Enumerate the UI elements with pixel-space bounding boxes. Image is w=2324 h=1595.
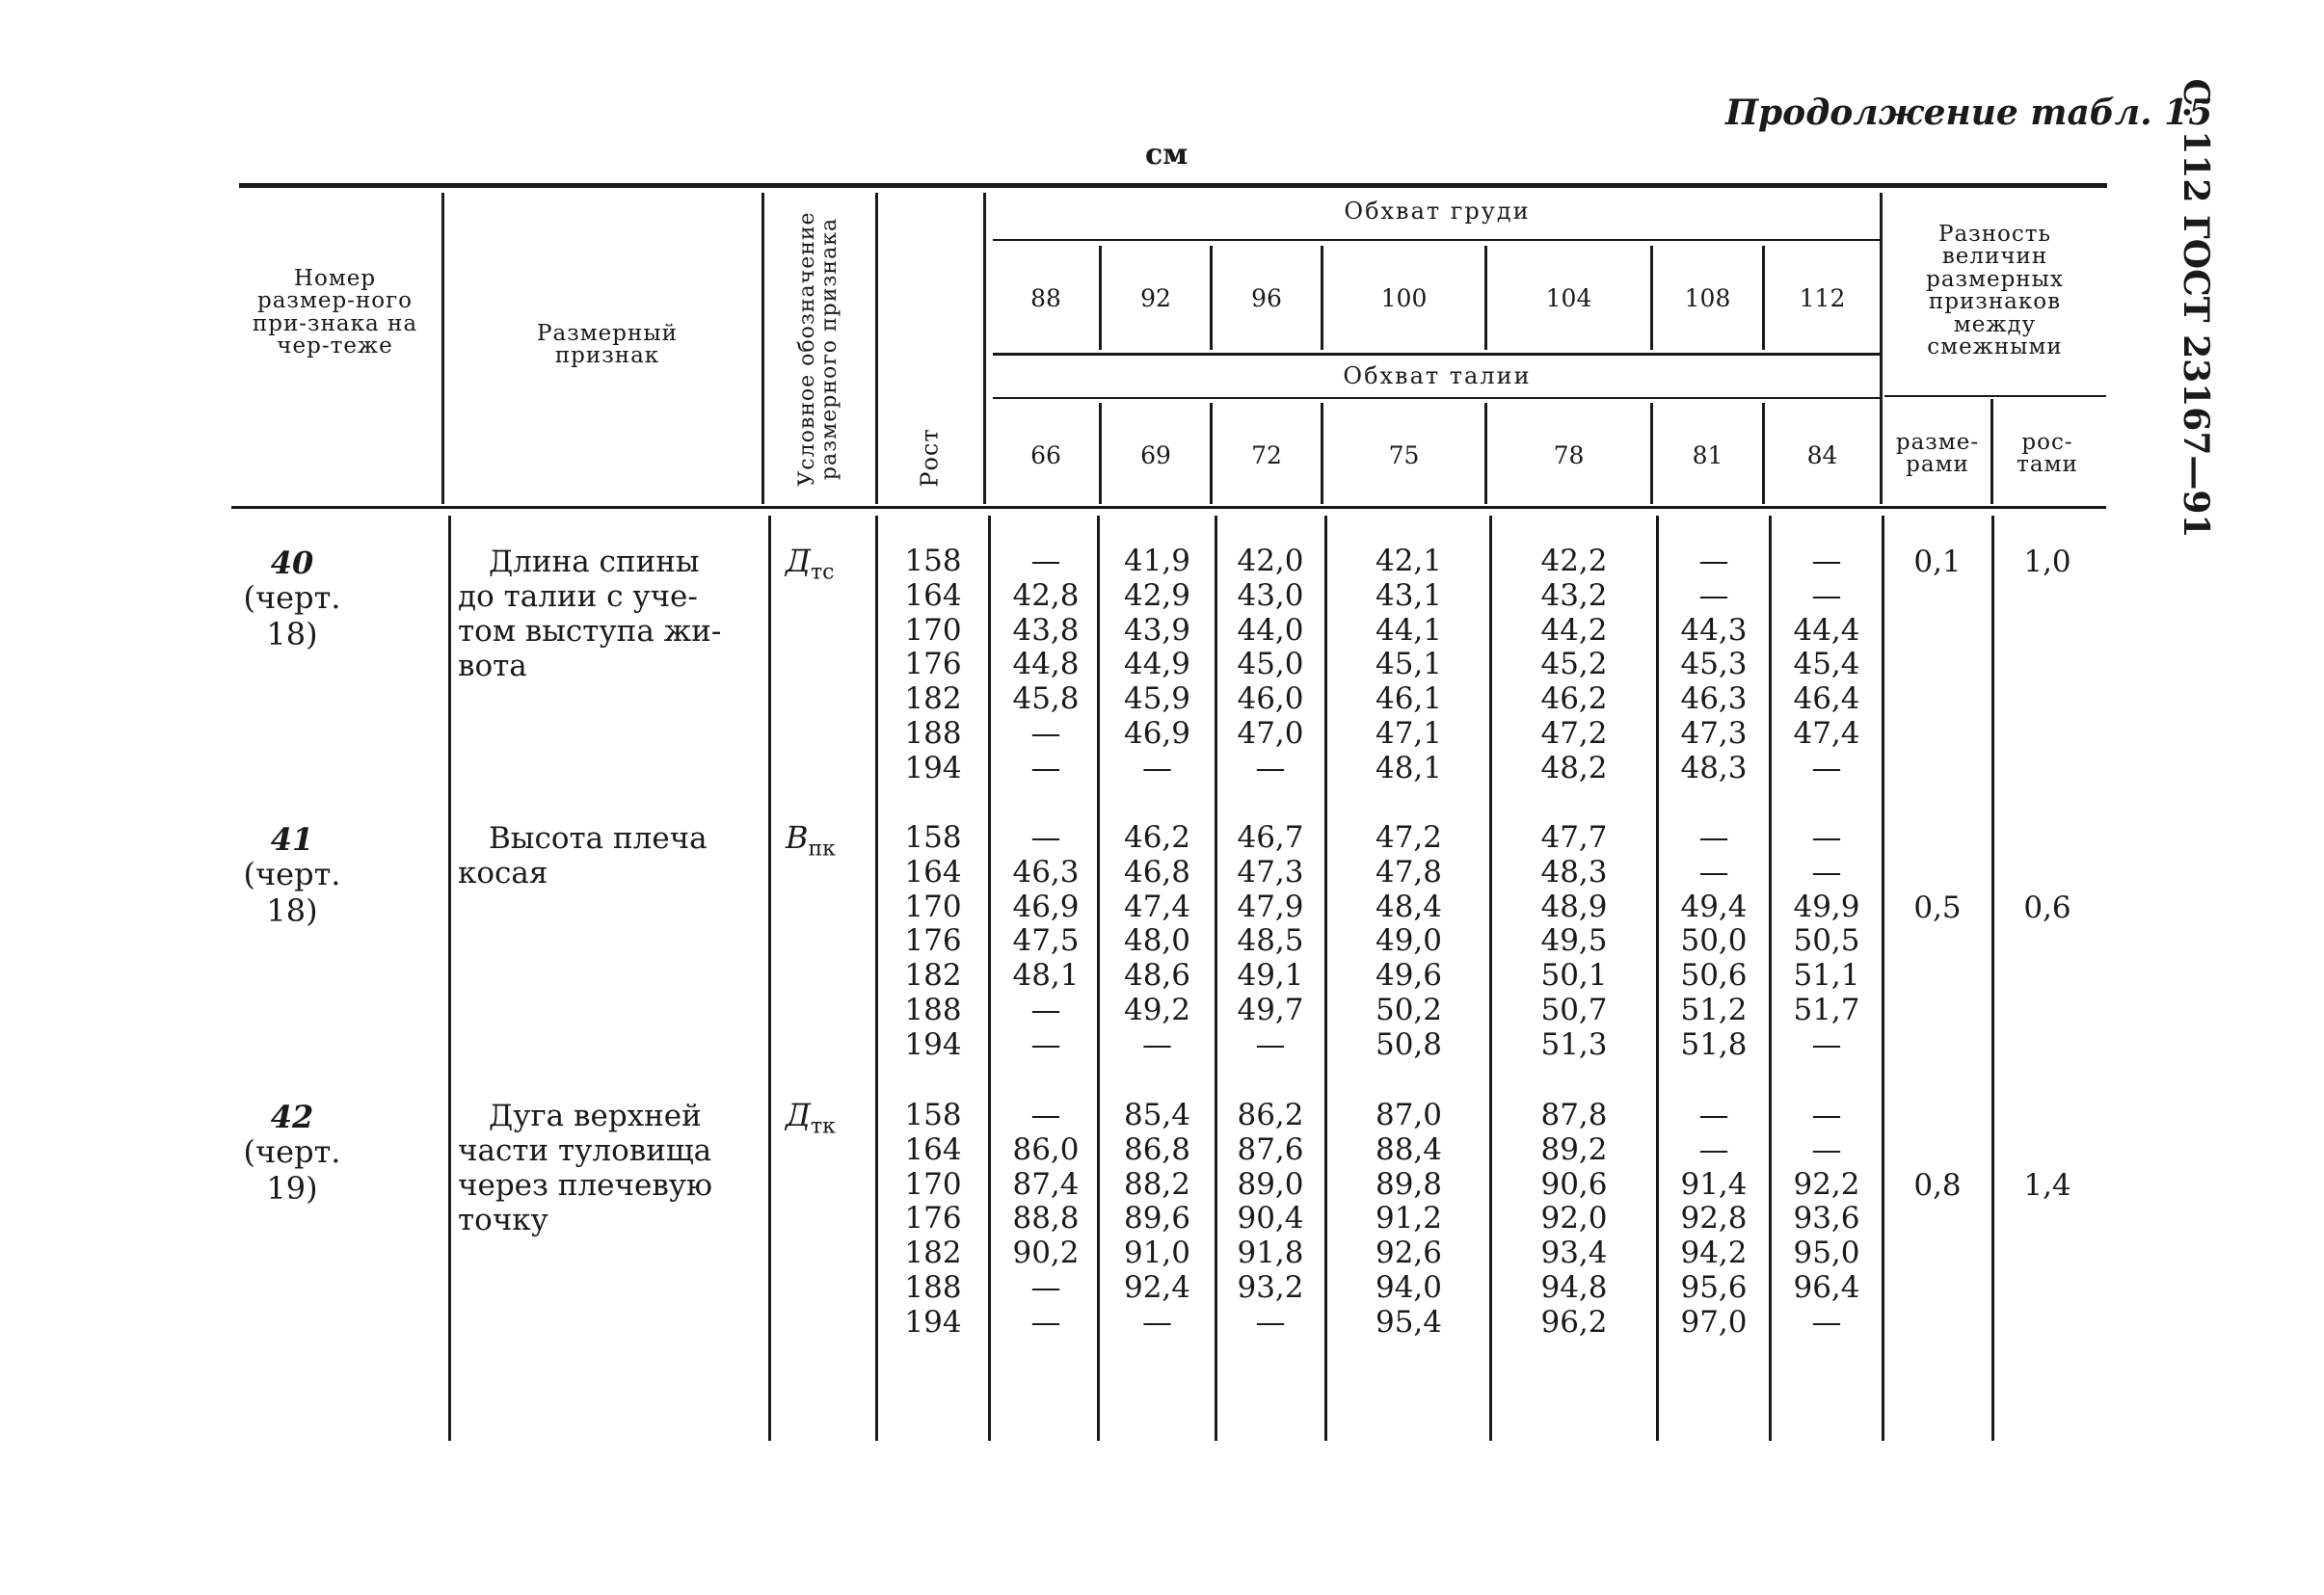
height-cell: 176 bbox=[904, 923, 962, 959]
height-cell: 176 bbox=[904, 647, 962, 682]
value-cell: — bbox=[1142, 1026, 1172, 1062]
chest-value: 88 bbox=[1030, 284, 1061, 312]
feature-name-line: части туловища bbox=[458, 1133, 712, 1168]
value-cell: 48,1 bbox=[1012, 958, 1080, 994]
value-cell: 46,8 bbox=[1123, 854, 1191, 890]
value-cell: 49,6 bbox=[1375, 958, 1443, 994]
value-cell: 50,0 bbox=[1680, 923, 1748, 959]
diff-sizes-value: 0,5 bbox=[1913, 890, 1962, 925]
header-vrule bbox=[875, 193, 878, 504]
value-cell: 49,7 bbox=[1237, 992, 1304, 1027]
feature-name-line: точку bbox=[458, 1203, 548, 1237]
value-cell: 42,9 bbox=[1123, 577, 1191, 613]
body-vrule bbox=[1991, 516, 1994, 1441]
value-cell: 88,2 bbox=[1123, 1166, 1191, 1202]
value-cell: — bbox=[1030, 1098, 1061, 1132]
value-cell: 44,2 bbox=[1540, 612, 1608, 648]
feature-symbol-sub: пк bbox=[808, 837, 836, 862]
value-cell: — bbox=[1811, 1304, 1842, 1340]
value-cell: 86,8 bbox=[1123, 1131, 1191, 1167]
value-cell: 50,5 bbox=[1793, 923, 1860, 959]
value-cell: — bbox=[1698, 577, 1729, 613]
value-cell: 48,3 bbox=[1680, 750, 1748, 785]
value-cell: — bbox=[1811, 1026, 1842, 1062]
height-cell: 194 bbox=[904, 1026, 962, 1062]
value-cell: 45,2 bbox=[1540, 647, 1608, 682]
value-cell: 46,1 bbox=[1375, 681, 1443, 717]
value-cell: 92,0 bbox=[1540, 1201, 1608, 1236]
value-cell: 92,4 bbox=[1123, 1269, 1191, 1305]
value-cell: — bbox=[1698, 820, 1729, 855]
height-cell: 170 bbox=[904, 1166, 962, 1202]
feature-name-line: вота bbox=[458, 649, 527, 683]
value-cell: 48,5 bbox=[1237, 923, 1304, 959]
value-cell: 47,1 bbox=[1375, 715, 1443, 751]
value-column bbox=[1328, 821, 1489, 1063]
height-cell: 182 bbox=[904, 958, 962, 994]
value-cell: 41,9 bbox=[1123, 544, 1191, 578]
body-vrule bbox=[875, 516, 878, 1441]
value-cell: 50,6 bbox=[1680, 958, 1748, 994]
value-column bbox=[993, 545, 1099, 786]
value-column bbox=[1492, 821, 1656, 1063]
value-cell: 48,6 bbox=[1123, 958, 1191, 994]
value-cell: 90,4 bbox=[1237, 1201, 1304, 1236]
value-cell: 47,3 bbox=[1237, 854, 1304, 890]
value-cell: — bbox=[1030, 1269, 1061, 1305]
value-cell: 48,9 bbox=[1540, 889, 1608, 924]
value-column bbox=[1659, 821, 1769, 1063]
value-cell: 95,0 bbox=[1793, 1236, 1860, 1271]
value-cell: 51,8 bbox=[1680, 1026, 1748, 1062]
value-cell: 94,0 bbox=[1375, 1269, 1443, 1305]
header-diff-title: Разность величин размерных признаков между смежными bbox=[1926, 222, 2064, 360]
value-column bbox=[1772, 821, 1882, 1063]
header-waist-title: Обхват талии bbox=[1343, 362, 1532, 389]
side-page-label bbox=[2159, 78, 2232, 539]
value-column bbox=[1328, 1099, 1489, 1341]
value-cell: 47,4 bbox=[1123, 889, 1191, 924]
value-cell: 50,7 bbox=[1540, 992, 1608, 1027]
value-cell: 50,8 bbox=[1375, 1026, 1443, 1062]
value-cell: 48,0 bbox=[1123, 923, 1191, 959]
chest-rule bbox=[993, 239, 1882, 241]
value-cell: 93,2 bbox=[1237, 1269, 1304, 1305]
value-cell: 46,2 bbox=[1123, 820, 1191, 855]
value-cell: 86,2 bbox=[1237, 1098, 1304, 1132]
value-cell: 45,8 bbox=[1012, 681, 1080, 717]
value-cell: 49,5 bbox=[1540, 923, 1608, 959]
value-cell: 87,8 bbox=[1540, 1098, 1608, 1132]
value-cell: — bbox=[1698, 854, 1729, 890]
header-vrule bbox=[441, 193, 444, 504]
height-cell: 188 bbox=[904, 992, 962, 1027]
unit-label: см bbox=[1145, 138, 1189, 172]
value-cell: 44,0 bbox=[1237, 612, 1304, 648]
feature-name-line: Длина спины bbox=[489, 545, 700, 579]
feature-symbol: $Д_{тс}$ bbox=[786, 543, 835, 585]
feature-number: 42 bbox=[270, 1099, 314, 1135]
body-vrule bbox=[1882, 516, 1884, 1441]
value-cell: 96,2 bbox=[1540, 1304, 1608, 1340]
value-column bbox=[1772, 1099, 1882, 1341]
value-cell: 89,6 bbox=[1123, 1201, 1191, 1236]
feature-symbol-sub: тс bbox=[811, 560, 835, 585]
value-column bbox=[1102, 545, 1213, 786]
value-cell: 44,1 bbox=[1375, 612, 1443, 648]
value-cell: 94,2 bbox=[1680, 1236, 1748, 1271]
value-cell: — bbox=[1255, 1026, 1286, 1062]
value-cell: 93,6 bbox=[1793, 1201, 1860, 1236]
top-rule bbox=[239, 183, 2107, 188]
diff-sizes-value: 0,1 bbox=[1913, 545, 1962, 579]
height-cell: 182 bbox=[904, 1236, 962, 1271]
value-column bbox=[1102, 1099, 1213, 1341]
value-cell: 49,4 bbox=[1680, 889, 1748, 924]
value-cell: 46,9 bbox=[1012, 889, 1080, 924]
chest-value: 112 bbox=[1799, 284, 1846, 312]
feature-name bbox=[458, 1099, 757, 1237]
height-column bbox=[885, 545, 981, 786]
value-cell: 92,8 bbox=[1680, 1201, 1748, 1236]
feature-name bbox=[458, 545, 757, 683]
value-column bbox=[1328, 545, 1489, 786]
value-cell: — bbox=[1030, 750, 1061, 785]
height-cell: 158 bbox=[904, 1098, 962, 1132]
feature-symbol: $В_{пк}$ bbox=[786, 819, 836, 862]
value-cell: 44,8 bbox=[1012, 647, 1080, 682]
header-feature: Размерный признак bbox=[537, 321, 678, 369]
height-column bbox=[885, 1099, 981, 1341]
value-cell: 44,4 bbox=[1793, 612, 1860, 648]
value-column bbox=[1216, 1099, 1324, 1341]
value-cell: 91,4 bbox=[1680, 1166, 1748, 1202]
body-vrule bbox=[988, 516, 991, 1441]
value-cell: 92,6 bbox=[1375, 1236, 1443, 1271]
side-page-label-text: С. 112 ГОСТ 23167—91 bbox=[2176, 78, 2216, 539]
feature-name-line: косая bbox=[458, 856, 548, 891]
value-cell: 48,1 bbox=[1375, 750, 1443, 785]
feature-name-line: через плечевую bbox=[458, 1168, 713, 1203]
value-column bbox=[1216, 545, 1324, 786]
height-cell: 176 bbox=[904, 1201, 962, 1236]
height-cell: 158 bbox=[904, 544, 962, 578]
value-cell: 90,6 bbox=[1540, 1166, 1608, 1202]
value-cell: 47,3 bbox=[1680, 715, 1748, 751]
value-cell: 51,2 bbox=[1680, 992, 1748, 1027]
header-diff-heights: рос-тами bbox=[2017, 430, 2078, 478]
chest-value: 92 bbox=[1140, 284, 1171, 312]
height-cell: 170 bbox=[904, 612, 962, 648]
waist-value: 72 bbox=[1251, 441, 1282, 469]
feature-name bbox=[458, 821, 757, 891]
feature-name-line: Дуга верхней bbox=[489, 1099, 702, 1133]
header-height: Рост bbox=[916, 428, 944, 488]
value-cell: 51,7 bbox=[1793, 992, 1860, 1027]
feature-symbol-sub: тк bbox=[811, 1114, 836, 1139]
height-cell: 194 bbox=[904, 750, 962, 785]
chest-value: 108 bbox=[1684, 284, 1731, 312]
header-vrule bbox=[1990, 399, 1993, 504]
value-cell: 42,2 bbox=[1540, 544, 1608, 578]
value-cell: 46,9 bbox=[1123, 715, 1191, 751]
value-cell: 43,9 bbox=[1123, 612, 1191, 648]
value-cell: 46,3 bbox=[1680, 681, 1748, 717]
value-cell: 49,9 bbox=[1793, 889, 1860, 924]
drawing-ref: (черт. 19) bbox=[243, 1133, 341, 1207]
value-cell: 86,0 bbox=[1012, 1131, 1080, 1167]
chest-value: 104 bbox=[1545, 284, 1592, 312]
height-cell: 164 bbox=[904, 577, 962, 613]
value-cell: — bbox=[1255, 750, 1286, 785]
height-cell: 164 bbox=[904, 854, 962, 890]
value-cell: 43,1 bbox=[1375, 577, 1443, 613]
waist-value: 78 bbox=[1553, 441, 1585, 469]
header-number: Номер размер-ного при-знака на чер-теже bbox=[252, 266, 418, 359]
value-cell: 46,3 bbox=[1012, 854, 1080, 890]
value-cell: — bbox=[1811, 854, 1842, 890]
waist-value: 66 bbox=[1030, 441, 1061, 469]
value-cell: — bbox=[1698, 1098, 1729, 1132]
value-cell: 43,8 bbox=[1012, 612, 1080, 648]
value-cell: — bbox=[1811, 577, 1842, 613]
value-cell: 49,2 bbox=[1123, 992, 1191, 1027]
value-cell: 88,8 bbox=[1012, 1201, 1080, 1236]
value-cell: 42,0 bbox=[1237, 544, 1304, 578]
value-cell: 94,8 bbox=[1540, 1269, 1608, 1305]
value-cell: 87,0 bbox=[1375, 1098, 1443, 1132]
value-cell: 47,2 bbox=[1540, 715, 1608, 751]
value-cell: 45,4 bbox=[1793, 647, 1860, 682]
value-cell: 45,0 bbox=[1237, 647, 1304, 682]
diff-heights-value: 1,4 bbox=[2023, 1167, 2071, 1203]
value-column bbox=[1659, 545, 1769, 786]
value-cell: 47,0 bbox=[1237, 715, 1304, 751]
value-column bbox=[1102, 821, 1213, 1063]
value-cell: 49,0 bbox=[1375, 923, 1443, 959]
chest-values-rule bbox=[993, 353, 1882, 356]
value-cell: — bbox=[1811, 544, 1842, 578]
feature-name-line: до талии с уче- bbox=[458, 579, 698, 614]
value-cell: 51,1 bbox=[1793, 958, 1860, 994]
value-cell: 95,6 bbox=[1680, 1269, 1748, 1305]
height-column bbox=[885, 821, 981, 1063]
value-cell: 90,2 bbox=[1012, 1236, 1080, 1271]
body-vrule bbox=[448, 516, 451, 1441]
value-column bbox=[1659, 1099, 1769, 1341]
header-vrule bbox=[983, 193, 986, 504]
feature-name-line: том выступа жи- bbox=[458, 614, 722, 649]
value-cell: 44,9 bbox=[1123, 647, 1191, 682]
value-cell: 42,1 bbox=[1375, 544, 1443, 578]
waist-value: 75 bbox=[1388, 441, 1420, 469]
value-cell: 51,3 bbox=[1540, 1026, 1608, 1062]
value-cell: — bbox=[1030, 715, 1061, 751]
waist-value: 84 bbox=[1806, 441, 1838, 469]
value-cell: 91,0 bbox=[1123, 1236, 1191, 1271]
table-caption: Продолжение табл. 15 bbox=[1725, 93, 2213, 133]
value-cell: 87,4 bbox=[1012, 1166, 1080, 1202]
value-cell: 93,4 bbox=[1540, 1236, 1608, 1271]
value-cell: 95,4 bbox=[1375, 1304, 1443, 1340]
value-cell: 47,4 bbox=[1793, 715, 1860, 751]
value-cell: — bbox=[1030, 1304, 1061, 1340]
value-cell: — bbox=[1142, 750, 1172, 785]
value-cell: 47,8 bbox=[1375, 854, 1443, 890]
value-cell: 47,9 bbox=[1237, 889, 1304, 924]
value-cell: 96,4 bbox=[1793, 1269, 1860, 1305]
value-cell: 89,0 bbox=[1237, 1166, 1304, 1202]
value-cell: 43,0 bbox=[1237, 577, 1304, 613]
value-cell: 47,2 bbox=[1375, 820, 1443, 855]
value-cell: 45,9 bbox=[1123, 681, 1191, 717]
diff-sizes-value: 0,8 bbox=[1913, 1167, 1962, 1203]
value-cell: 92,2 bbox=[1793, 1166, 1860, 1202]
value-cell: 85,4 bbox=[1123, 1098, 1191, 1132]
value-cell: 87,6 bbox=[1237, 1131, 1304, 1167]
waist-rule bbox=[993, 397, 1882, 399]
value-cell: 47,5 bbox=[1012, 923, 1080, 959]
height-cell: 164 bbox=[904, 1131, 962, 1167]
value-column bbox=[1216, 821, 1324, 1063]
value-cell: — bbox=[1142, 1304, 1172, 1340]
height-cell: 194 bbox=[904, 1304, 962, 1340]
feature-name-line: Высота плеча bbox=[489, 821, 708, 856]
value-cell: 48,4 bbox=[1375, 889, 1443, 924]
value-cell: — bbox=[1811, 1098, 1842, 1132]
value-cell: 97,0 bbox=[1680, 1304, 1748, 1340]
drawing-ref: (черт. 18) bbox=[243, 579, 341, 652]
value-cell: — bbox=[1030, 1026, 1061, 1062]
header-symbol: Условное обозначение размерного признака bbox=[794, 210, 841, 487]
header-diff-sizes: разме-рами bbox=[1895, 430, 1980, 478]
value-cell: — bbox=[1030, 992, 1061, 1027]
value-cell: — bbox=[1030, 820, 1061, 855]
value-cell: 47,7 bbox=[1540, 820, 1608, 855]
value-cell: 49,1 bbox=[1237, 958, 1304, 994]
feature-number: 40 bbox=[270, 545, 314, 581]
value-cell: — bbox=[1811, 750, 1842, 785]
value-cell: 50,1 bbox=[1540, 958, 1608, 994]
header-bottom-rule bbox=[231, 506, 2106, 509]
value-column bbox=[993, 821, 1099, 1063]
feature-number: 41 bbox=[270, 821, 314, 858]
value-cell: 46,0 bbox=[1237, 681, 1304, 717]
header-chest-title: Обхват груди bbox=[1344, 198, 1531, 225]
value-cell: — bbox=[1255, 1304, 1286, 1340]
body-vrule bbox=[1324, 516, 1327, 1441]
diff-heights-value: 1,0 bbox=[2023, 545, 2071, 579]
height-cell: 182 bbox=[904, 681, 962, 717]
drawing-ref: (черт. 18) bbox=[243, 856, 341, 929]
value-cell: 50,2 bbox=[1375, 992, 1443, 1027]
value-cell: 45,1 bbox=[1375, 647, 1443, 682]
value-cell: — bbox=[1030, 544, 1061, 578]
value-cell: 46,4 bbox=[1793, 681, 1860, 717]
value-cell: 91,8 bbox=[1237, 1236, 1304, 1271]
value-cell: 48,3 bbox=[1540, 854, 1608, 890]
value-cell: 46,7 bbox=[1237, 820, 1304, 855]
value-column bbox=[1492, 1099, 1656, 1341]
value-cell: — bbox=[1698, 544, 1729, 578]
chest-value: 100 bbox=[1380, 284, 1428, 312]
feature-symbol: $Д_{тк}$ bbox=[786, 1097, 836, 1139]
value-cell: 43,2 bbox=[1540, 577, 1608, 613]
value-cell: 89,2 bbox=[1540, 1131, 1608, 1167]
header-vrule bbox=[1880, 193, 1883, 504]
waist-value: 69 bbox=[1140, 441, 1171, 469]
height-cell: 158 bbox=[904, 820, 962, 855]
value-cell: 45,3 bbox=[1680, 647, 1748, 682]
value-column bbox=[993, 1099, 1099, 1341]
value-cell: — bbox=[1698, 1131, 1729, 1167]
value-cell: 88,4 bbox=[1375, 1131, 1443, 1167]
value-column bbox=[1772, 545, 1882, 786]
chest-value: 96 bbox=[1251, 284, 1282, 312]
value-cell: — bbox=[1811, 820, 1842, 855]
waist-value: 81 bbox=[1692, 441, 1723, 469]
diff-heights-value: 0,6 bbox=[2023, 890, 2071, 925]
value-cell: 89,8 bbox=[1375, 1166, 1443, 1202]
value-cell: 46,2 bbox=[1540, 681, 1608, 717]
height-cell: 170 bbox=[904, 889, 962, 924]
value-cell: 44,3 bbox=[1680, 612, 1748, 648]
value-cell: 42,8 bbox=[1012, 577, 1080, 613]
body-vrule bbox=[768, 516, 771, 1441]
value-column bbox=[1492, 545, 1656, 786]
height-cell: 188 bbox=[904, 715, 962, 751]
value-cell: 48,2 bbox=[1540, 750, 1608, 785]
diff-rule bbox=[1884, 395, 2106, 397]
value-cell: — bbox=[1811, 1131, 1842, 1167]
height-cell: 188 bbox=[904, 1269, 962, 1305]
value-cell: 91,2 bbox=[1375, 1201, 1443, 1236]
